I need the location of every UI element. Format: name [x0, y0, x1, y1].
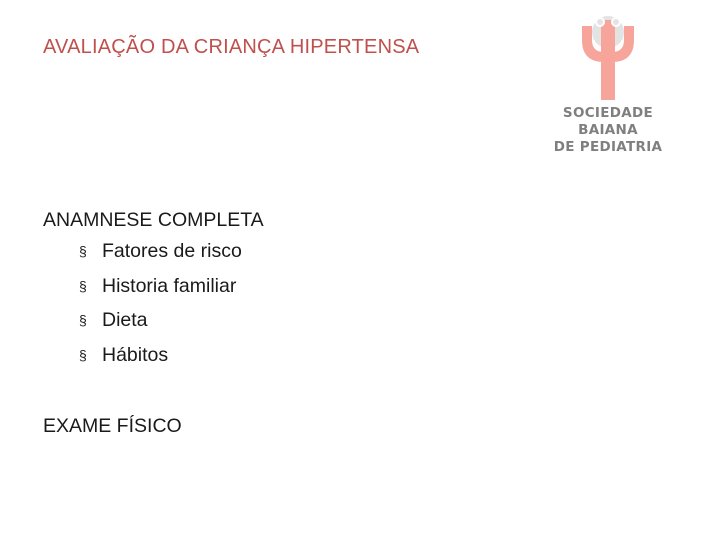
list-item	[43, 338, 264, 373]
logo-line: BAIANA	[578, 122, 638, 138]
bullet-list	[43, 234, 264, 372]
pediatrics-cross-icon	[552, 12, 664, 102]
list-item	[43, 303, 264, 338]
list-item-text: Hábitos	[102, 343, 169, 366]
logo-text	[552, 105, 664, 156]
list-item-text: Fatores de risco	[102, 240, 242, 262]
slide-title: AVALIAÇÃO DA CRIANÇA HIPERTENSA	[43, 36, 420, 58]
section-exame-fisico	[43, 415, 182, 438]
list-item	[43, 234, 264, 269]
section-heading: EXAME FÍSICO	[43, 415, 182, 437]
society-logo	[552, 12, 664, 158]
bullet-icon: §	[79, 312, 87, 328]
bullet-icon: §	[79, 243, 87, 259]
logo-line: DE PEDIATRIA	[553, 139, 663, 155]
logo-line: SOCIEDADE	[562, 105, 654, 121]
section-heading: ANAMNESE COMPLETA	[43, 209, 264, 231]
list-item-text: Historia familiar	[102, 274, 237, 297]
section-anamnese	[43, 206, 264, 372]
list-item-text: Dieta	[102, 309, 148, 331]
bullet-icon: §	[79, 277, 87, 294]
bullet-icon: §	[79, 346, 87, 363]
list-item	[43, 269, 264, 304]
